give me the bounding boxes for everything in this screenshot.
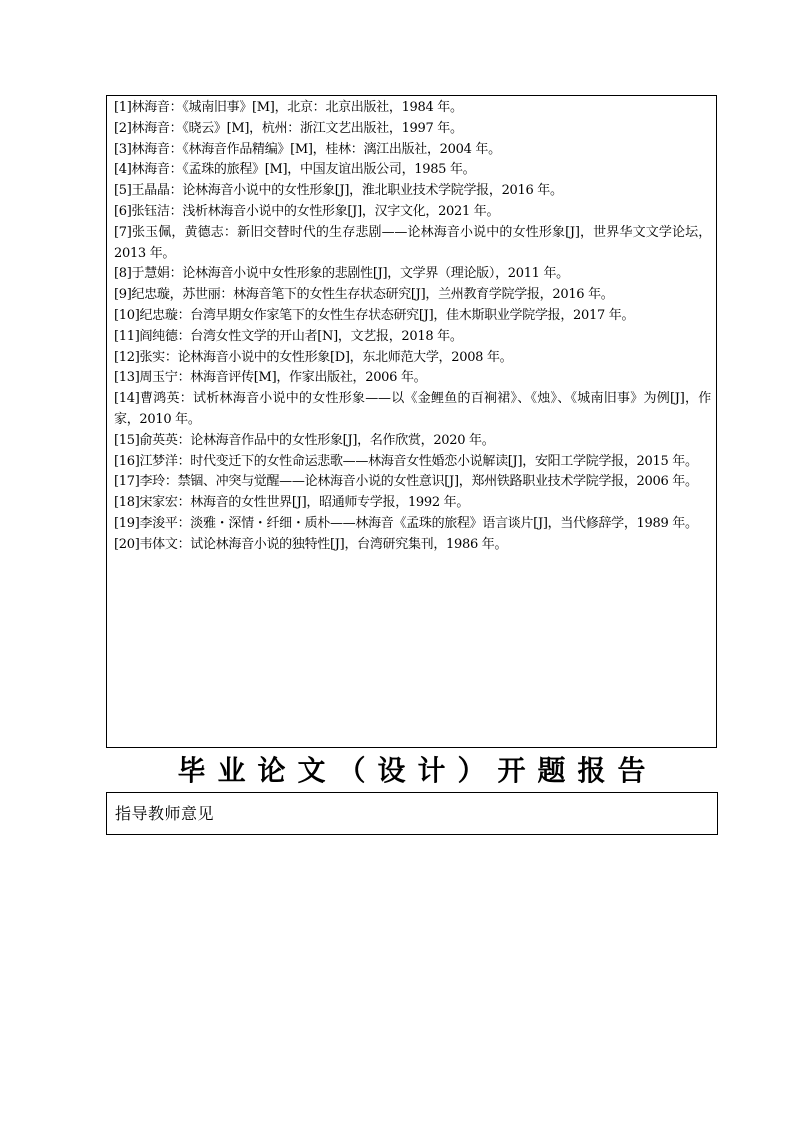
reference-item: [4]林海音：《孟珠的旅程》[M]，中国友谊出版公司，1985 年。 [114,162,476,178]
reference-item: [11]阎纯德：台湾女性文学的开山者[N]，文艺报，2018 年。 [114,328,463,344]
reference-item: [17]李玲：禁锢、冲突与觉醒——论林海音小说的女性意识[J]，郑州铁路职业技术学院学报，2006 年。 [114,474,698,490]
reference-item: [16]江梦洋：时代变迁下的女性命运悲歌——林海音女性婚恋小说解读[J]，安阳工学院学报，2015 年。 [114,453,698,469]
reference-item: [3]林海音：《林海音作品精编》[M]，桂林：漓江出版社，2004 年。 [114,141,501,157]
reference-item: [20]韦体文：试论林海音小说的独特性[J]，台湾研究集刊，1986 年。 [114,536,508,552]
reference-item: [10]纪忠璇：台湾早期女作家笔下的女性生存状态研究[J]，佳木斯职业学院学报，2017 年。 [114,307,635,323]
reference-item: [1]林海音：《城南旧事》[M]，北京：北京出版社，1984 年。 [114,100,463,115]
references-section [106,95,717,748]
reference-item: [9]纪忠璇，苏世丽：林海音笔下的女性生存状态研究[J]，兰州教育学院学报，2016 年。 [114,287,614,303]
reference-item: [15]俞英英：论林海音作品中的女性形象[J]，名作欣赏，2020 年。 [114,432,495,448]
reference-item: [18]宋家宏：林海音的女性世界[J]，昭通师专学报，1992 年。 [114,495,470,511]
reference-item: [12]张实：论林海音小说中的女性形象[D]，东北师范大学，2008 年。 [114,349,513,365]
reference-item: [13]周玉宁：林海音评传[M]，作家出版社，2006 年。 [114,370,427,386]
reference-item: [6]张钰洁：浅析林海音小说中的女性形象[J]，汉字文化，2021 年。 [114,203,500,219]
reference-item: [8]于慧娟：论林海音小说中女性形象的悲剧性[J]，文学界（理论版），2011 年。 [114,266,569,282]
advisor-opinion-section [106,792,718,835]
reference-list [114,98,711,556]
reference-item: [19]李浚平：淡雅・深情・纤细・质朴——林海音《孟珠的旅程》语言谈片[J]，当代修辞学，1989 年。 [114,515,698,531]
reference-item: [5]王晶晶：论林海音小说中的女性形象[J]，淮北职业技术学院学报，2016 年。 [114,183,563,199]
report-title: 毕业论文（设计）开题报告 [177,754,658,787]
reference-item: [2]林海音：《晓云》[M]，杭州：浙江文艺出版社，1997 年。 [114,120,463,136]
reference-item: [14]曹鸿英：试析林海音小说中的女性形象——以《金鲤鱼的百裥裙》、《烛》、《城南旧事》为例[J]，作家，2010 年。 [114,391,711,427]
reference-item: [7]张玉佩，黄德志：新旧交替时代的生存悲剧——论林海音小说中的女性形象[J]，世界华文文学论坛，2013 年。 [114,224,711,261]
advisor-opinion-label: 指导教师意见 [115,804,215,823]
